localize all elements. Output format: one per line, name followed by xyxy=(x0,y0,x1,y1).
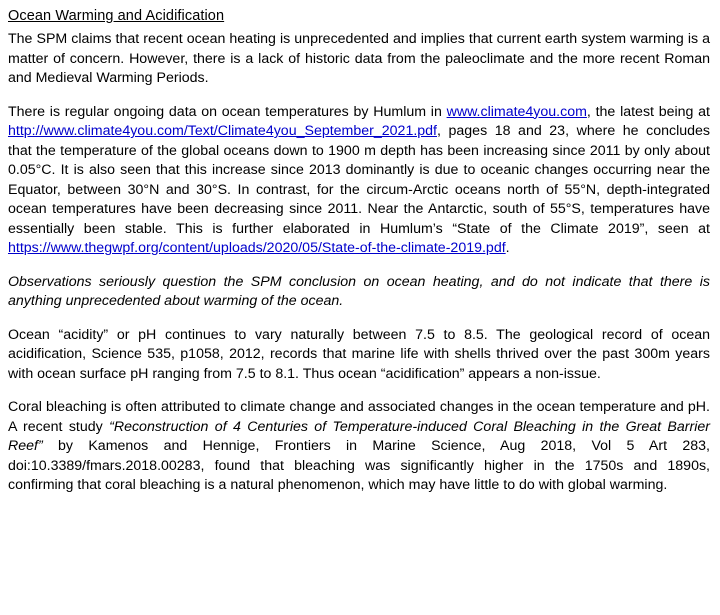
text-segment: , pages 18 and 23, where he concludes that the temperature of the global oceans down to 1900 m depth has been increasing since 2011 by only about 0.05°C. It is also seen that this increase since 2013 dominantly is due to oceanic changes occurring near the Equator, between 30°N and 30°S. In contrast, for the circum-Arctic oceans north of 55°N, depth-integrated ocean temperatures have been decreasing since 2011. Near the Antarctic, south of 55°S, temperatures have essentially been stable. This is further elaborated in Humlum’s “State of the Climate 2019”, seen at xyxy=(8,123,710,237)
paragraph-ocean-acidity xyxy=(8,326,710,385)
study-title: “Reconstruction of 4 Centuries of Temperature-induced Coral Bleaching in the Great Barrier Reef” xyxy=(8,418,710,454)
paragraph-observations-conclusion xyxy=(8,273,710,312)
text-segment: by Kamenos and Hennige, Frontiers in Marine Science, Aug 2018, Vol 5 Art 283, doi:10.3389/fmars.2018.00283, found that bleaching was significantly higher in the 1750s and 1890s, confirming that coral bleaching is a natural phenomenon, which may have little to do with global warming. xyxy=(8,438,710,493)
paragraph-text: The SPM claims that recent ocean heating is unprecedented and implies that current earth system warming is a matter of concern. However, there is a lack of historic data from the paleoclimate and the more recent Roman and Medieval Warming Periods. xyxy=(8,31,710,86)
text-segment: There is regular ongoing data on ocean temperatures by Humlum in xyxy=(8,103,447,120)
paragraph-coral-bleaching xyxy=(8,398,710,496)
text-segment: . xyxy=(505,240,510,256)
text-segment: Coral bleaching is often attributed to climate change and associated changes in the ocean temperature and pH. A recent study xyxy=(8,399,710,435)
link-climate4you-september-2021-pdf[interactable]: http://www.climate4you.com/Text/Climate4you_September_2021.pdf xyxy=(8,123,437,139)
link-state-of-the-climate-2019-pdf[interactable]: https://www.thegwpf.org/content/uploads/2020/05/State-of-the-climate-2019.pdf xyxy=(8,240,506,256)
link-climate4you[interactable]: www.climate4you.com xyxy=(446,103,587,120)
section-heading: Ocean Warming and Acidification xyxy=(8,8,225,24)
paragraph-ocean-temperature-data xyxy=(8,103,710,259)
paragraph-text: Observations seriously question the SPM conclusion on ocean heating, and do not indicate that there is anything unprecedented about warming of the ocean. xyxy=(8,273,710,309)
text-segment: , the latest being at xyxy=(586,103,710,120)
paragraph-text: Ocean “acidity” or pH continues to vary naturally between 7.5 to 8.5. The geological record of ocean acidification, Science 535, p1058, 2012, records that marine life with shells thrived over the past 300m years with ocean surface pH ranging from 7.5 to 8.1. Thus ocean “acidification” appears a non-issue. xyxy=(8,326,710,382)
paragraph-spm-claims xyxy=(8,30,710,89)
